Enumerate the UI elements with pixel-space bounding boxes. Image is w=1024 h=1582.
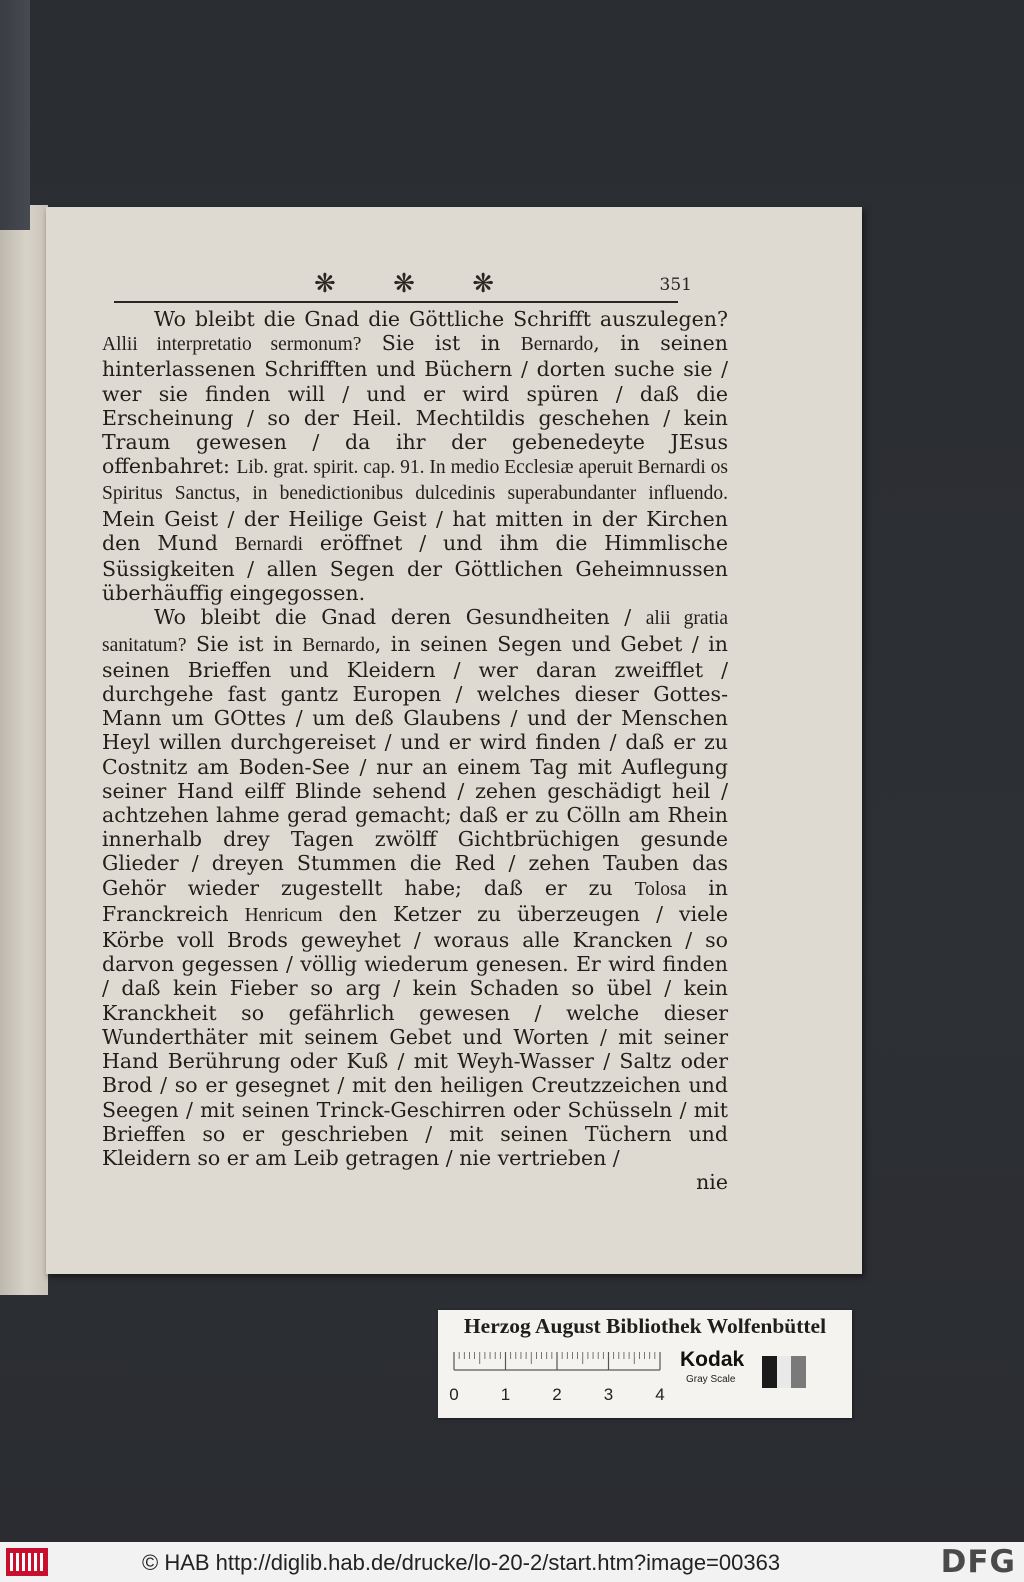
- latin-text: Bernardo: [302, 634, 375, 656]
- text-segment: Mein Geist / der Heilige Geist / hat mitten in der Kirchen den Mund: [102, 506, 728, 555]
- source-link[interactable]: © HAB http://diglib.hab.de/drucke/lo-20-2/start.htm?image=00363: [142, 1550, 781, 1575]
- kodak-brand: Kodak: [680, 1348, 745, 1371]
- paragraph: [102, 307, 728, 605]
- gray-patch: [777, 1356, 792, 1388]
- latin-text: Tolosa: [634, 878, 687, 900]
- catchword-line: [102, 1170, 728, 1194]
- library-name: Herzog August Bibliothek Wolfenbüttel: [463, 1314, 827, 1338]
- gray-patch: [762, 1356, 777, 1388]
- ruler-label: 3: [603, 1385, 614, 1404]
- dfg-logo: DFG: [940, 1544, 1016, 1580]
- latin-text: Bernardi: [234, 533, 304, 555]
- text-segment: Wo bleibt die Gnad die Göttliche Schrifft auszulegen?: [154, 307, 728, 331]
- paragraph: [102, 605, 728, 1170]
- catchword: nie: [696, 1170, 728, 1195]
- footer-bar: [0, 1542, 1024, 1582]
- text-segment: den Ketzer zu überzeugen / viele Körbe voll Brods geweyhet / woraus alle Krancken / so darvon gegessen / völlig wiederum genesen. Er wird finden / daß kein Fieber so arg / kein Schaden so übel / kein Kranckheit so gefährlich gewesen / welche dieser Wunderthäter mit seinem Gebet und Worten / mit seiner Hand Berührung oder Kuß / mit Weyh-Wasser / Saltz oder Brod / so er gesegnet / mit den heiligen Creutzzeichen und Seegen / mit seinen Trinck-Geschirren oder Schüsseln / mit Brieffen so er geschrieben / mit seinen Tüchern und Kleidern so er am Leib getragen / nie vertrieben /: [102, 901, 728, 1170]
- ornament-icon: ❋: [472, 269, 494, 299]
- ornament-icon: ❋: [314, 269, 336, 299]
- text-body: [102, 307, 728, 1194]
- text-segment: , in seinen Segen und Gebet / in seinen Brieffen und Kleidern / wer daran zweifflet / durchgehe fast gantz Europen / welches dieser Gottes-Mann um GOttes / um deß Glaubens / und der Menschen Heyl willen durchgereiset / und er wird finden / daß er zu Costnitz am Boden-See / nur an einem Tag mit Auflegung seiner Hand eilff Blinde sehend / zehen geschädigt heil / achtzehen lahme gerad gemacht; daß er zu Cölln am Rhein innerhalb drey Tagen zwölff Gichtbrüchigen gesunde Glieder / dreyen Stummen die Red / zehen Tauben das Gehör wieder zugestellt habe; daß er zu: [102, 631, 728, 900]
- header-rule: [114, 301, 678, 303]
- gray-scale-patches: [762, 1356, 806, 1388]
- book-page: [46, 207, 862, 1274]
- adjacent-sheet-shadow: [0, 0, 30, 230]
- latin-text: Bernardo: [520, 334, 594, 356]
- scale-ruler: [449, 1350, 665, 1410]
- hab-logo-icon: [6, 1548, 48, 1576]
- page-number: 351: [659, 275, 692, 295]
- latin-text: Henricum: [244, 904, 323, 926]
- latin-text: Lib. grat. spirit. cap. 91. In medio Ecclesiæ aperuit Bernardi os Spiritus Sanctus, in benedictionibus dulcedinis superabundanter influendo.: [102, 457, 729, 505]
- text-segment: eröffnet / und ihm die Himmlische Süssigkeiten / allen Segen der Göttlichen Geheimnussen überhäuffig eingegossen.: [102, 530, 729, 606]
- ruler-label: 2: [552, 1385, 562, 1404]
- latin-text: alii gratia sanitatum?: [102, 608, 728, 656]
- text-segment: Sie ist in: [361, 331, 521, 356]
- text-segment: Wo bleibt die Gnad deren Gesundheiten /: [154, 605, 646, 630]
- ornament-icon: ❋: [393, 269, 415, 299]
- text-segment: , in seinen hinterlassenen Schrifften und Büchern / dorten suche sie / wer sie finden will / und er wird spüren / daß die Erscheinung / so der Heil. Mechtildis geschehen / kein Traum gewesen / da ihr der gebenedeyte JEsus offenbahret:: [102, 331, 728, 479]
- text-segment: in Franckreich: [102, 875, 728, 926]
- text-segment: Sie ist in: [186, 631, 303, 656]
- page-header: [114, 269, 692, 309]
- gray-patch: [791, 1356, 806, 1388]
- ruler-label: 1: [500, 1385, 511, 1404]
- header-ornaments: [314, 269, 494, 299]
- ruler-label: 4: [655, 1385, 665, 1404]
- kodak-gray-scale-label: Gray Scale: [686, 1374, 736, 1385]
- ruler-label: 0: [449, 1385, 459, 1404]
- adjacent-page-edge: [0, 205, 48, 1295]
- library-color-card: [438, 1310, 852, 1418]
- latin-text: Allii interpretatio sermonum?: [102, 334, 362, 356]
